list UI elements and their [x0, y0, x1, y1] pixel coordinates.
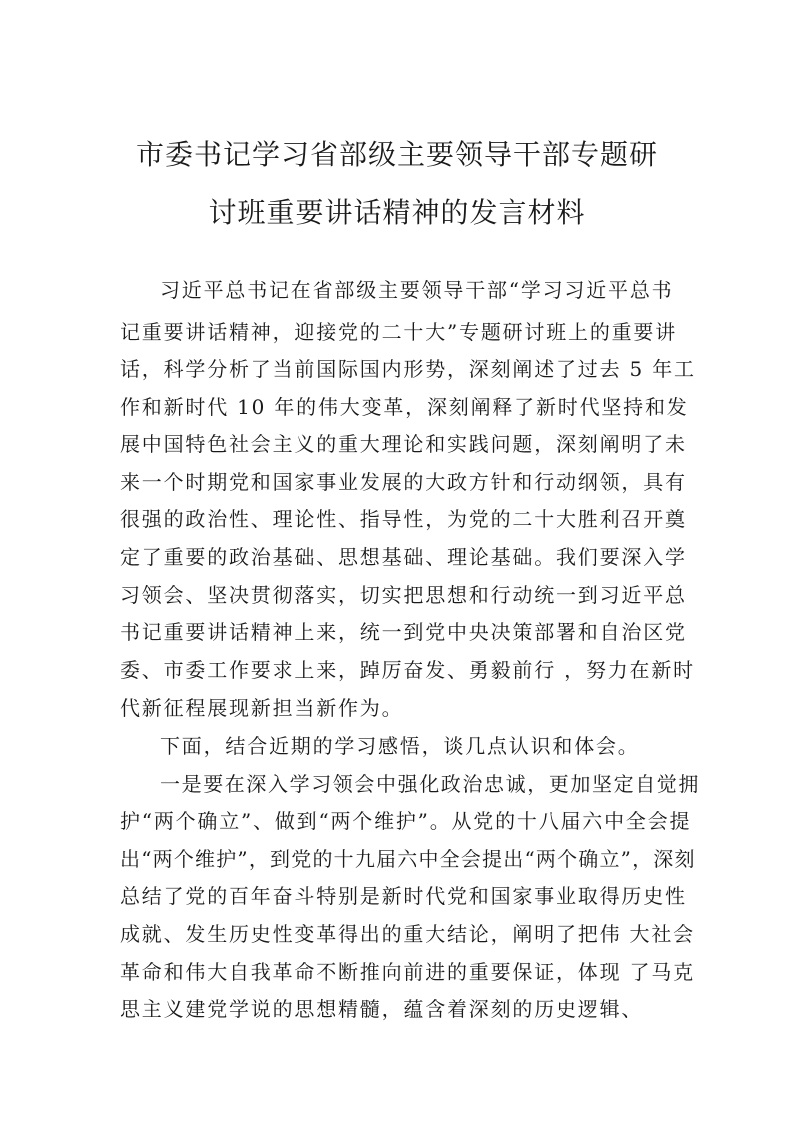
document-title-line-2: 讨班重要讲话精神的发言材料	[208, 196, 586, 229]
paragraph-line: 护“两个确立”、做到“两个维护”。从党的十八届六中全会提	[120, 809, 692, 833]
paragraph-line: 成就、发生历史性变革得出的重大结论，阐明了把伟 大社会	[120, 922, 695, 946]
paragraph-line: 委、市委工作要求上来，踔厉奋发、勇毅前行 ，努力在新时	[120, 658, 695, 682]
paragraph-line: 定了重要的政治基础、思想基础、理论基础。我们要深入学	[120, 545, 687, 569]
paragraph-line: 来一个时期党和国家事业发展的大政方针和行动纲领，具有	[120, 470, 687, 494]
paragraph-line: 作和新时代 10 年的伟大变革，深刻阐释了新时代坚持和发	[120, 395, 689, 419]
paragraph-line: 习领会、坚决贯彻落实，切实把思想和行动统一到习近平总	[120, 583, 687, 607]
paragraph-line: 下面，结合近期的学习感悟，谈几点认识和体会。	[160, 734, 640, 758]
paragraph-line: 书记重要讲话精神上来，统一到党中央决策部署和自治区党	[120, 620, 687, 644]
paragraph-line: 记重要讲话精神，迎接党的二十大”专题研讨班上的重要讲	[120, 320, 678, 344]
paragraph-line: 思主义建党学说的思想精髓，蕴含着深刻的历史逻辑、	[120, 997, 644, 1021]
paragraph-line: 出“两个维护”，到党的十九届六中全会提出“两个确立”，深刻	[120, 847, 696, 871]
paragraph-line: 总结了党的百年奋斗特别是新时代党和国家事业取得历史性	[120, 884, 687, 908]
paragraph-line: 很强的政治性、理论性、指导性，为党的二十大胜利召开奠	[120, 507, 687, 531]
paragraph-line: 革命和伟大自我革命不断推向前进的重要保证，体现 了马克	[120, 960, 695, 984]
document-title-line-1: 市委书记学习省部级主要领导干部专题研	[135, 138, 658, 171]
paragraph-line: 一是要在深入学习领会中强化政治忠诚，更加坚定自觉拥	[160, 772, 700, 796]
paragraph-line: 话，科学分析了当前国际国内形势，深刻阐述了过去 5 年工	[120, 357, 696, 381]
paragraph-line: 习近平总书记在省部级主要领导干部“学习习近平总书	[160, 278, 674, 302]
paragraph-line: 展中国特色社会主义的重大理论和实践问题，深刻阐明了未	[120, 432, 687, 456]
paragraph-line: 代新征程展现新担当新作为。	[120, 696, 404, 720]
